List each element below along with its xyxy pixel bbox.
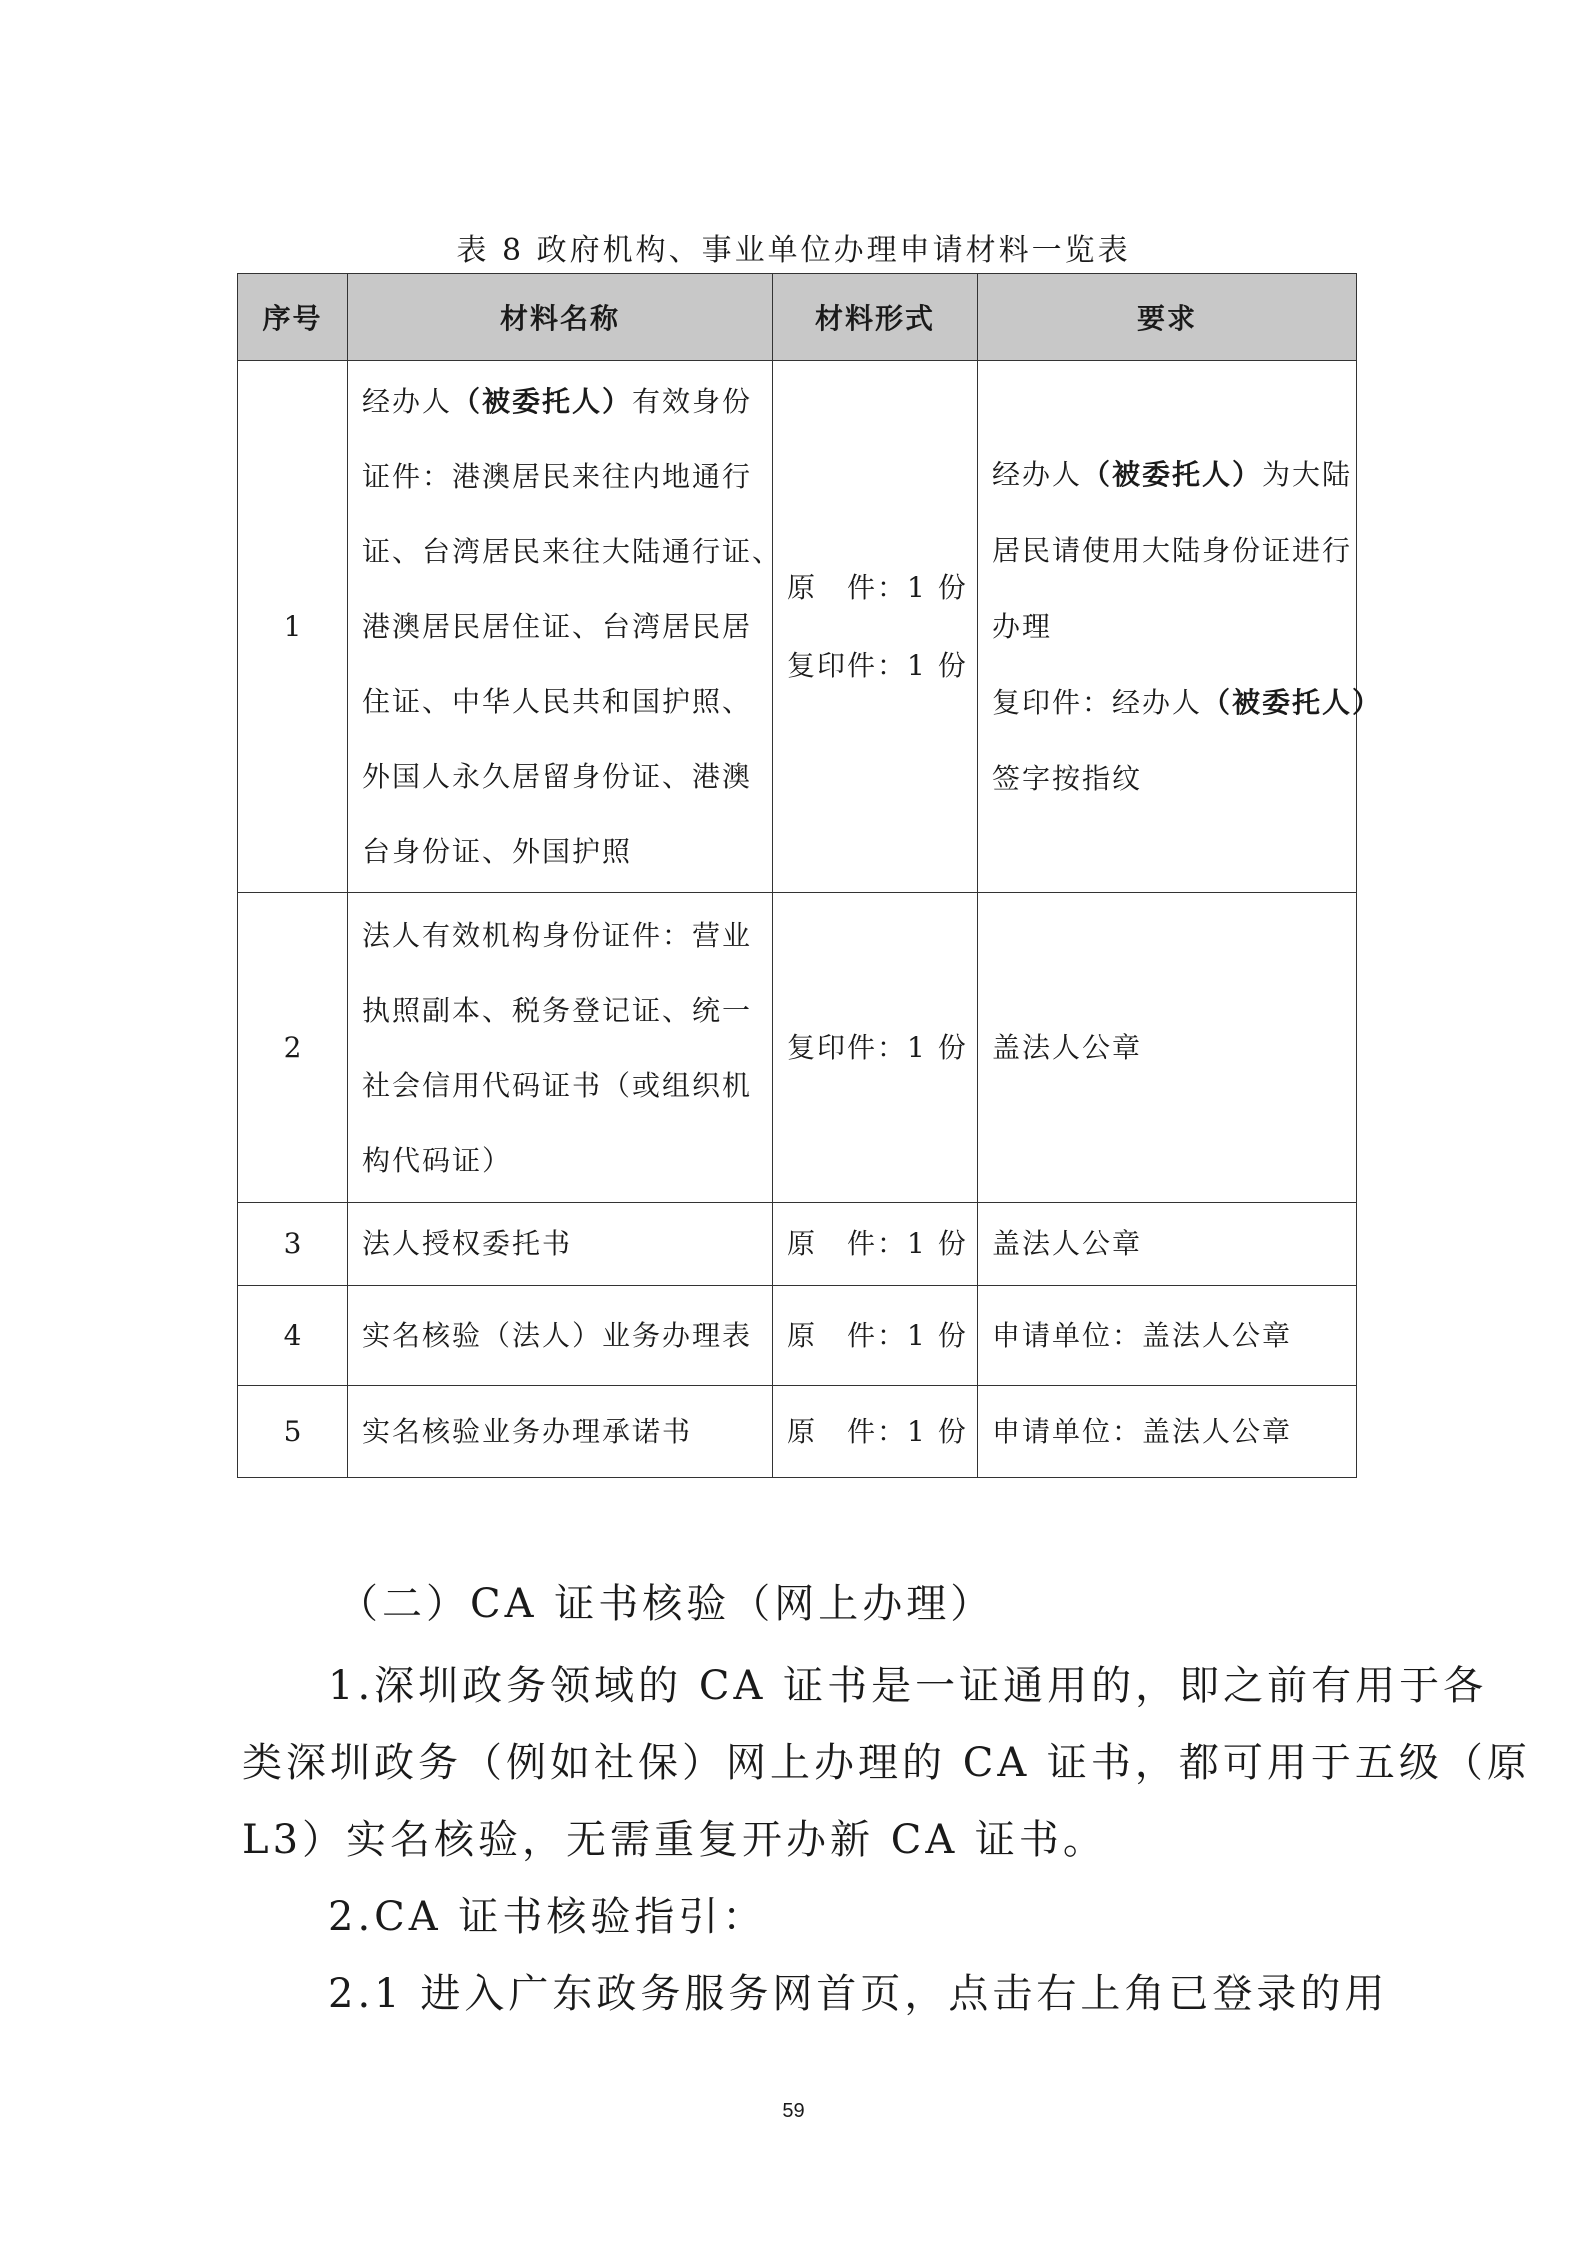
cell-seq: 3 <box>238 1203 348 1286</box>
cell-line: 证件：港澳居民来往内地通行 <box>362 460 753 493</box>
cell-seq: 5 <box>238 1386 348 1478</box>
cell-line: 构代码证） <box>362 1143 513 1177</box>
cell-material-form <box>773 1286 978 1386</box>
paragraph-line: L3）实名核验，无需重复开办新 CA 证书。 <box>242 1817 1107 1863</box>
cell-line: 办理 <box>992 609 1053 643</box>
table-body <box>238 361 1383 1478</box>
paragraph-ca-guide: 2.CA 证书核验指引： <box>328 1894 767 1940</box>
cell-material-form <box>773 1203 978 1286</box>
cell-requirement <box>978 1203 1357 1286</box>
cell-line: 法人授权委托书 <box>362 1227 573 1260</box>
cell-line: 复印件：1 份 <box>787 648 968 682</box>
cell-material-name <box>348 893 773 1203</box>
header-requirement: 要求 <box>978 274 1357 361</box>
cell-line: 社会信用代码证书（或组织机 <box>362 1068 753 1102</box>
cell-line: 签字按指纹 <box>992 761 1143 795</box>
cell-line: 实名核验（法人）业务办理表 <box>362 1318 753 1352</box>
section-heading: （二）CA 证书核验（网上办理） <box>338 1581 995 1627</box>
cell-requirement <box>978 361 1383 893</box>
bold-text: （被委托人） <box>452 385 633 418</box>
cell-line: 港澳居民居住证、台湾居民居 <box>362 610 753 643</box>
cell-line: 实名核验业务办理承诺书 <box>362 1414 693 1448</box>
header-seq: 序号 <box>238 274 348 361</box>
paragraph-ca-step-1: 2.1 进入广东政务服务网首页，点击右上角已登录的用 <box>328 1971 1389 2017</box>
cell-text: 为大陆 <box>1262 457 1353 491</box>
cell-line: 外国人永久居留身份证、港澳 <box>362 760 753 793</box>
table-row <box>238 1286 1357 1386</box>
cell-material-name <box>348 1386 773 1478</box>
cell-line: 法人有效机构身份证件：营业 <box>362 918 753 952</box>
cell-line: 原 件：1 份 <box>787 570 968 604</box>
cell-requirement <box>978 1286 1357 1386</box>
cell-material-form <box>773 1386 978 1478</box>
cell-line: 原 件：1 份 <box>787 1227 968 1260</box>
cell-requirement <box>978 1386 1357 1478</box>
cell-material-name <box>348 1203 773 1286</box>
cell-line <box>992 437 1353 513</box>
cell-material-form <box>773 361 978 893</box>
cell-line: 原 件：1 份 <box>787 1414 968 1448</box>
header-name: 材料名称 <box>348 274 773 361</box>
paragraph-ca-general <box>242 1648 1531 1879</box>
cell-line: 盖法人公章 <box>992 1227 1143 1260</box>
table-row <box>238 893 1357 1203</box>
cell-text: 经办人 <box>992 457 1083 491</box>
cell-seq: 2 <box>238 893 348 1203</box>
cell-line: 复印件：1 份 <box>787 1030 968 1064</box>
bold-text: （被委托人） <box>1202 685 1383 719</box>
table-header-row <box>238 274 1357 361</box>
cell-line: 申请单位：盖法人公章 <box>992 1414 1293 1448</box>
paragraph-line: 1.深圳政务领域的 CA 证书是一证通用的，即之前有用于各 <box>328 1663 1488 1709</box>
cell-line: 居民请使用大陆身份证进行 <box>992 533 1353 567</box>
header-form: 材料形式 <box>773 274 978 361</box>
table-row <box>238 1203 1357 1286</box>
cell-seq: 1 <box>238 361 348 893</box>
cell-material-name <box>348 1286 773 1386</box>
page-number: 59 <box>782 2100 805 2122</box>
cell-line <box>992 665 1383 741</box>
table-row <box>238 1386 1357 1478</box>
cell-line: 盖法人公章 <box>992 1030 1143 1064</box>
cell-line: 执照副本、税务登记证、统一 <box>362 993 753 1027</box>
cell-line <box>362 364 758 439</box>
cell-text: 经办人 <box>362 385 453 418</box>
table-caption: 表 8 政府机构、事业单位办理申请材料一览表 <box>456 233 1131 268</box>
cell-text: 有效身份 <box>632 385 753 418</box>
cell-line: 原 件：1 份 <box>787 1318 968 1352</box>
table-row <box>238 361 1357 893</box>
cell-material-name <box>348 361 783 893</box>
bold-text: （被委托人） <box>1082 457 1263 491</box>
cell-line: 住证、中华人民共和国护照、 <box>362 685 753 718</box>
cell-material-form <box>773 893 978 1203</box>
cell-seq: 4 <box>238 1286 348 1386</box>
cell-requirement <box>978 893 1357 1203</box>
materials-table <box>237 273 1383 1478</box>
paragraph-line: 类深圳政务（例如社保）网上办理的 CA 证书，都可用于五级（原 <box>242 1740 1531 1786</box>
cell-line: 申请单位：盖法人公章 <box>992 1318 1293 1352</box>
cell-line: 台身份证、外国护照 <box>362 835 633 868</box>
cell-line: 证、台湾居民来往大陆通行证、 <box>362 535 783 568</box>
cell-text: 复印件：经办人 <box>992 685 1203 719</box>
